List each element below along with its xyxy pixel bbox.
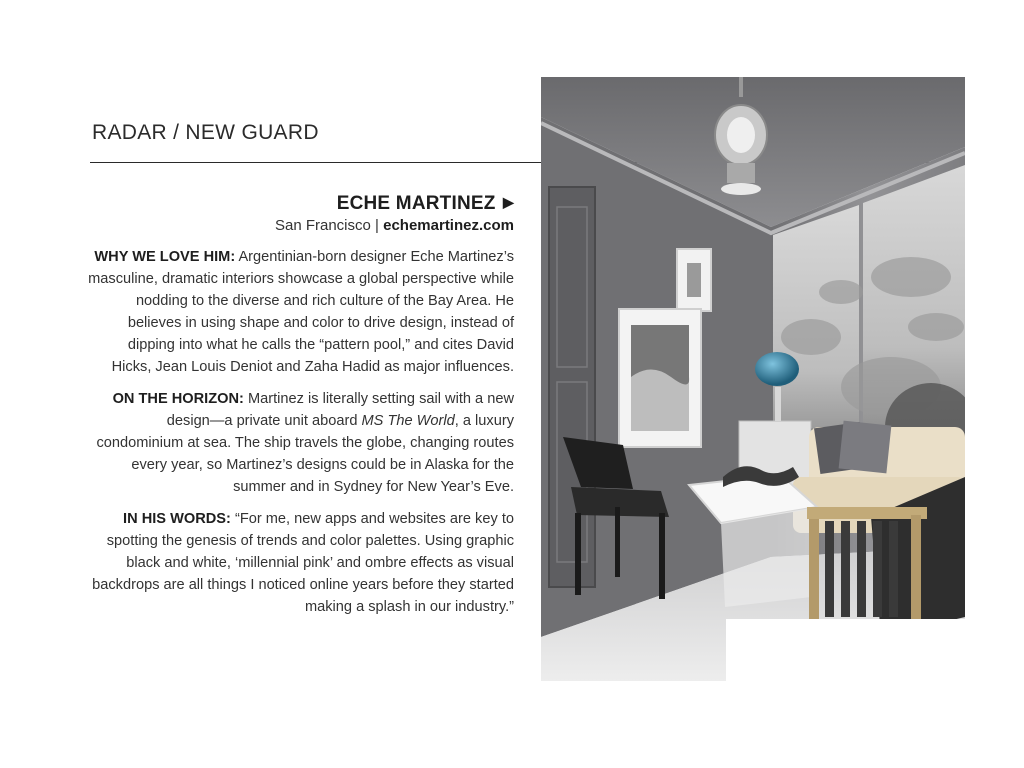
meta-separator: | — [375, 217, 379, 234]
paragraph-in-his-words — [88, 508, 514, 618]
photo-notch — [726, 619, 986, 719]
paragraph-body: “For me, new apps and websites are key to spotting the genesis of trends and color palettes. Using graphic black and white, ‘millennial pink’ and ombre effects as visual backdrops are all things I noticed online years before they started making a splash in our industry.” — [92, 511, 514, 615]
designer-name — [88, 192, 514, 216]
arrow-icon: ▶ — [503, 194, 514, 210]
designer-name-text: ECHE MARTINEZ — [336, 193, 496, 214]
paragraph-lead: ON THE HORIZON: — [112, 391, 244, 407]
paragraph-lead: WHY WE LOVE HIM: — [94, 249, 236, 265]
paragraph-body-cont: , a luxury condominium at sea. The ship travels the globe, changing routes every year, so Martinez’s designs could be in Alaska for the summer and in Sydney for New Year’s Eve. — [96, 413, 514, 495]
section-title: RADAR / NEW GUARD — [92, 121, 319, 144]
paragraph-on-the-horizon — [88, 388, 514, 498]
interior-photo-illustration — [541, 77, 965, 681]
blue-vase — [755, 352, 799, 386]
designer-meta — [88, 216, 514, 236]
paragraph-body: Argentinian-born designer Eche Martinez’s masculine, dramatic interiors showcase a global perspective while nodding to the diverse and rich culture of the Bay Area. He believes in using shape and color to drive design, instead of dipping into what he calls the “pattern pool,” and cites David Hicks, Jean Louis Deniot and Zaha Hadid as major influences. — [88, 249, 514, 375]
article-text — [88, 192, 514, 628]
interior-photo — [541, 77, 965, 681]
paragraph-lead: IN HIS WORDS: — [123, 511, 231, 527]
paragraph-why-we-love-him — [88, 246, 514, 378]
designer-website-link[interactable]: echemartinez.com — [383, 217, 514, 234]
designer-location: San Francisco — [274, 217, 371, 234]
paragraph-body: Martinez is literally setting sail with a new design—a private unit aboard — [166, 391, 514, 429]
ship-name: MS The World — [361, 413, 455, 429]
photo-edge-mask — [965, 77, 1024, 681]
